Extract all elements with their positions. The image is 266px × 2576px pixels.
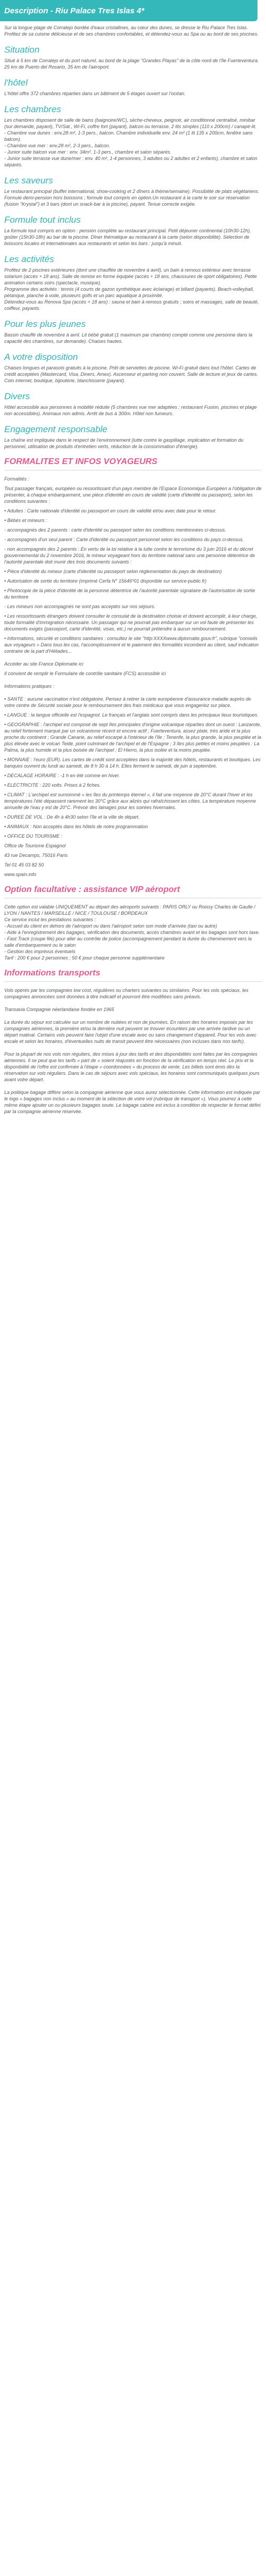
formalites-item: - accompagnés d'un seul parent : Carte d'identité ou passeport personnel selon les conditions du pays ci-dessus.: [4, 537, 244, 542]
description-banner: [0, 0, 257, 21]
formalites-item: • LANGUE : la langue officielle est l'espagnol. Le français et l'anglais sont compris dans les principaux lieux touristiques.: [4, 712, 259, 718]
activites-heading: Les activités: [4, 254, 54, 264]
formalites-item: Informations pratiques :: [4, 684, 55, 689]
formalites-item: • Les ressortissants étrangers doivent consulter le consulat de la destination choisie et doivent accomplir, à leur charge, toute formalité d'immigration nécessaire. Un passager qui ne pourrait pas embarquer sur un vol faute de présenter les documents exigés (passeport, carte d'identité, visas, etc.) ne pourrait prétendre à aucun remboursement.: [4, 613, 257, 632]
formalites-item: 43 rue Decamps, 75016 Paris: [4, 853, 68, 858]
formalites-item: Il convient de remplir le Formulaire de contrôle sanitaire (FCS) accessible ici: [4, 671, 166, 676]
environ-heading: Engagement responsable: [4, 424, 107, 434]
formalites-item: Office de Tourisme Espagnol: [4, 843, 66, 848]
formalites-item: • Informations, sécurité et conditions sanitaires : consultez le site "http:XXXXwww.diplomatie.gouv.fr", rubrique "conseils aux voyageurs » Dans tous les cas, l'accomplissement et le paiement des formalités incombent au client, sauf indication contraire de la part d'Héliades...: [4, 636, 259, 654]
divers-heading: Divers: [4, 391, 30, 401]
formalites-item: • ANIMAUX : Non acceptés dans les hôtels de notre programmation: [4, 824, 148, 829]
divers-text: Hôtel accessible aux personnes à mobilité réduite (5 chambres vue mer adaptées ; restaurant Fusion, piscines et plage non accessibles). Animaux non admis. Arrêt de bus à 300m. Hôtel non fumeurs.: [4, 405, 257, 416]
transports-text: Vols opérés par les compagnies low cost, régulières ou charters suivantes ou similaires. Pour les vols spéciaux, les compagnies annoncées sont données à titre indicatif et pourront être modifiées sans préavis. Transavia Compagnie néerlandaise fondée en 1965 La durée du séjour est calculée sur un nombre de nuitées et non de journées. En raison des horaires imposés par les compagnies aériennes, la première et/ou la dernière nuit peuvent se trouver écourtées par une arrivée tardive ou un départ matinal. Certains vols peuvent faire l'objet d'une escale avec ou sans changement d'appareil. Pour les vols avec escale et selon les horaires, d'éventuelles nuits de transit peuvent être nécessaires (non incluses dans nos tarifs). Pour la plupart de nos vols non réguliers, des mises à jour des tarifs et des disponibilités sont faites par les compagnies aériennes. Il se peut que les tarifs « part de » soient réajustés en fonction de la vérification en temps réel. Le prix et la disponibilité de l'offre est confirmée à l'étape « coordonnées » du process de vente. Les billets sont émis dès la réservation sur vols réguliers. Dans le cas de séjours avec vols spéciaux, les horaires sont communiqués quelques jours avant votre départ. La politique bagage diffère selon la compagnie aérienne que vous aurez sélectionnée. Cette information est indiquée par le logo « bagages non inclus » au moment de la sélection de votre vol (rubrique de transport »). Vous pourrez à cette même étape ajouter un ou plusieurs bagages soute. Le bagage cabine est inclus à condition de respecter le format défini par la compagnie aérienne réservée.: [4, 988, 261, 1114]
formalites-item: Accéder au site France Diplomatie ici: [4, 661, 84, 667]
formalites-item: • Photocopie de la pièce d'identité de la personne détentrice de l'autorité parentale signataire de l'autorisation de sortie du territoire: [4, 588, 255, 600]
formalites-item: Tel 01 45 03 82 50: [4, 862, 44, 868]
formalites-item: - accompagnés des 2 parents : carte d'identité ou passeport selon les conditions mentionnées ci-dessus.: [4, 527, 226, 533]
divider: [4, 981, 262, 982]
formalites-heading: FORMALITES ET INFOS VOYAGEURS: [4, 457, 157, 466]
formalites-item: - non accompagnés des 2 parents : En vertu de la loi relative à la lutte contre le terrorisme du 3 juin 2016 et du décret gouvernemental du 2 novembre 2016, le mineur voyageant hors du territoire national sans une personne détentrice de l'autorité parentale doit munir des trois documents suivants :: [4, 546, 255, 565]
formalites-item: Tout passager français, européen ou ressortissant d'un pays membre de l'Espace Economique Européen a l'obligation de présenter, à chaque embarquement, une pièce d'identité en cours de validité (carte d'identité ou passeport), selon les conditions suivantes :: [4, 486, 262, 504]
formalites-item: Formalités :: [4, 476, 30, 482]
environ-text: La chaîne est impliquée dans le respect de l'environnement (lutte contre le gaspillage, implication et formation du personnel, utilisation de produits d'entretien verts, réduction de la consommation d'énergie).: [4, 437, 244, 449]
formalites-item: • DECALAGE HORAIRE : -1 h en été comme en hiver.: [4, 773, 120, 778]
intro-text: Sur la longue plage de Corralejo bordée d'eaux cristallines, au cœur des dunes, se dresse le Riu Palace Tres Islas. Profitez de sa cuisine délicieuse et de ses chambres confortables, et détendez-vous au Spa ou au bord de ses piscines.: [4, 25, 259, 37]
saveurs-heading: Les saveurs: [4, 175, 53, 186]
banner-title: Description - Riu Palace Tres Islas 4*: [4, 6, 145, 15]
formule-heading: Formule tout inclus: [4, 215, 81, 225]
formalites-item: • Adultes : Carte nationale d'identité ou passeport en cours de validité et/ou avec date pour le retour.: [4, 508, 217, 513]
hotel-text: L'hôtel offre 372 chambres réparties dans un bâtiment de 5 étages ouvert sur l'océan.: [4, 91, 186, 96]
formalites-item: • ELECTRICITE : 220 volts. Prises à 2 fiches.: [4, 782, 101, 788]
formalites-item: • Bébés et mineurs :: [4, 518, 47, 523]
saveurs-text: Le restaurant principal (buffet international, show-cooking et 2 dîners à thème/semaine). Possibilité de plats végétariens. Formule demi-pension hors boissons ; formule tout compris en option.Un restaurant à la carte le soir sur réservation (fusion "Krystal") et 3 bars (dont un snack-bar à la piscine), payant. Tenue correcte exigée.: [4, 189, 260, 207]
situation-text: Situé à 5 km de Corralejo et du port naturel, au bord de la plage "Grandes Playas" de la côte nord de l'île Fuerteventura. 25 km de Puerto del Rosario, 35 km de l'aéroport.: [4, 58, 259, 70]
formule-text: La formule tout compris en option : pension complète au restaurant principal. Petit déjeuner continental (10h30-12h), goûter (15h30-18h) au bar de la piscine. Dîner thématique au restaurant à la carte (selon disponibilité). Sélection de boissons locales et internationales aux restaurants et selon les bars : jusqu'à minuit.: [4, 228, 251, 246]
formalites-item: - Les mineurs non accompagnés ne sont pas acceptés sur nos séjours.: [4, 604, 156, 609]
content: [0, 24, 266, 1115]
formalites-item: • GEOGRAPHIE : l'archipel est composé de sept îles principales d'origine volcanique réparties dont un ouest : Lanzarote, au relief fortement marqué par un volcanisme récent et encore actif ; Fuerteventura, assez plate, très aride et la plus proche du continent ; Grande Canarie, au relief escarpé à l'intérieur de l'île ; Tenerife, la plus grande, la plus peuplée et la plus élevée avec le volcan Teide, point culminant de l'archipel et de l'Espagne ; 3 îles plus petites et moins peuplées : La Palma, la plus humide et la plus boisée de l'archipel ; El Hierro, la plus isolée et la moins peuplée.: [4, 722, 261, 753]
dispo-text: Chaises longues et parasols gratuits à la piscine. Prêt de serviettes de piscine. Wi-Fi gratuit dans tout l'hôtel. Cartes de crédit acceptées (Mastercard, Visa, Diners, Amex). Ascenseur et parking non couvert. Salle de lecture et jeux de cartes. Coin internet, boutique, bijouterie, blanchisserie (payant).: [4, 365, 258, 383]
enfants-text: Bassin chauffé de novembre à avril. Lit bébé gratuit (1 maximum par chambre) compté comme une personne dans la capacité des chambres, sur demande). Chaises hautes.: [4, 332, 253, 344]
option-text: Cette option est valable UNIQUEMENT au départ des aéroports suivants : PARIS ORLY ou Roissy Charles de Gaulle / LYON / NANTES / MARSEILLE / NICE / TOULOUSE / BORDEAUX Ce service inclut les prestations suivantes : - Accueil du client en dehors de l'aéroport ou dans l'aéroport selon son mode d'arrivée (taxi ou autre) - Aide à l'enregistrement des bagages, vérification des documents, accès chambres avant et les bagages sont hors taxe. - Fast Track (coupe file) pour aller au contrôle de police (accompagnement pendant la durée du cheminement vers la salle d'embarquement ou le salon - Gestion des imprévus éventuels Tarif : 200 € pour 2 personnes ; 50 € pour chaque personne supplémentaire: [4, 904, 260, 961]
page: [0, 0, 266, 1115]
formalites-item: • CLIMAT : L'archipel est surnommé « les îles du printemps éternel », il fait une moyenne de 20°C durant l'hiver et les températures l'été dépassent rarement les 30°C grâce aux alizés qui rafraîchissent les côtes. La température moyenne annuelle de l'eau y est de 20°C. Prévoir des lainages pour les soirées hivernales.: [4, 792, 256, 810]
formalites-item: • SANTE : aucune vaccination n'est obligatoire. Pensez à retirer la carte européenne d'assurance maladie auprès de votre centre de Sécurité sociale pour le remboursement des frais médicaux que vous engageriez sur place.: [4, 696, 251, 708]
transports-heading: Informations transports: [4, 969, 101, 978]
dispo-heading: A votre disposition: [4, 352, 78, 362]
enfants-heading: Pour les plus jeunes: [4, 319, 86, 329]
formalites-item: • OFFICE DU TOURISME :: [4, 834, 62, 839]
option-heading: Option facultative : assistance VIP aéroport: [4, 885, 180, 894]
formalites-item: www.spain.info: [4, 872, 37, 877]
formalites-item: • Pièce d'identité du mineur (carte d'identité ou passeport selon réglementation du pays de destination): [4, 569, 222, 574]
formalites-item: • MONNAIE : l'euro (EUR). Les cartes de crédit sont acceptées dans la majorité des hôtels, restaurants et boutiques. Les banques ouvrent du lundi au samedi, de 8 h 30 à 14 h. Elles ferment le samedi, de juin à septembre.: [4, 757, 261, 769]
formalites-item: • Autorisation de sortie du territoire (imprimé Cerfa N° 15646*01 disponible sur service-public.fr): [4, 578, 207, 584]
formalites-list: [4, 476, 262, 878]
chambres-text: Les chambres disposent de salle de bains (baignoire/WC), sèche-cheveux, peignoir, air conditionné centralisé, minibar (sur demande, payant), TV/Sat., Wi-Fi, coffre fort (payant), balcon ou terrasse. 2 lits simples (110 x 200cm) / canapé-lit. - Chambre vue dunes : env.28 m², 1-3 pers., balcon. Chambre individuelle env. 24 m² (1 lit 135 x 200cm, fenêtre sans balcon). - Chambre vue mer : env.28 m², 2-3 pers., balcon. - Junior suite balcon vue mer : env. 34m², 1-3 pers., chambre et salon séparés. - Junior suite terrasse vue dune/mer : env. 40 m², 1-4 personnes, 3 adultes ou 2 adultes et 2 enfants), chambre et salon séparés.: [4, 117, 257, 167]
activites-text: Profitez de 2 piscines extérieures (dont une chauffée de novembre à avril), un bain à remous extérieur avec terrasse solarium (accès + 18 ans). Salle de remise en forme équipée (accès + 18 ans, chaussures de sport obligatoires). Petite animation certains soirs (spectacle, musique). Programme des activités : tennis (4 courts de gazon synthétique avec éclairage) et billard (payants). Beach-volleyball, pétanque, planche à voile, plusieurs golfs et un parc aquatique à proximité. Détendez-vous au Renova Spa (accès + 18 ans) : sauna et bain à remous gratuits ; soins et massages, salle de beauté, coiffeur, payants.: [4, 267, 259, 311]
hotel-heading: l'hôtel: [4, 78, 28, 88]
situation-heading: Situation: [4, 45, 40, 55]
chambres-heading: Les chambres: [4, 104, 61, 114]
formalites-item: • DUREE DE VOL : De 4h à 4h30 selon l'île et la ville de départ.: [4, 814, 140, 820]
